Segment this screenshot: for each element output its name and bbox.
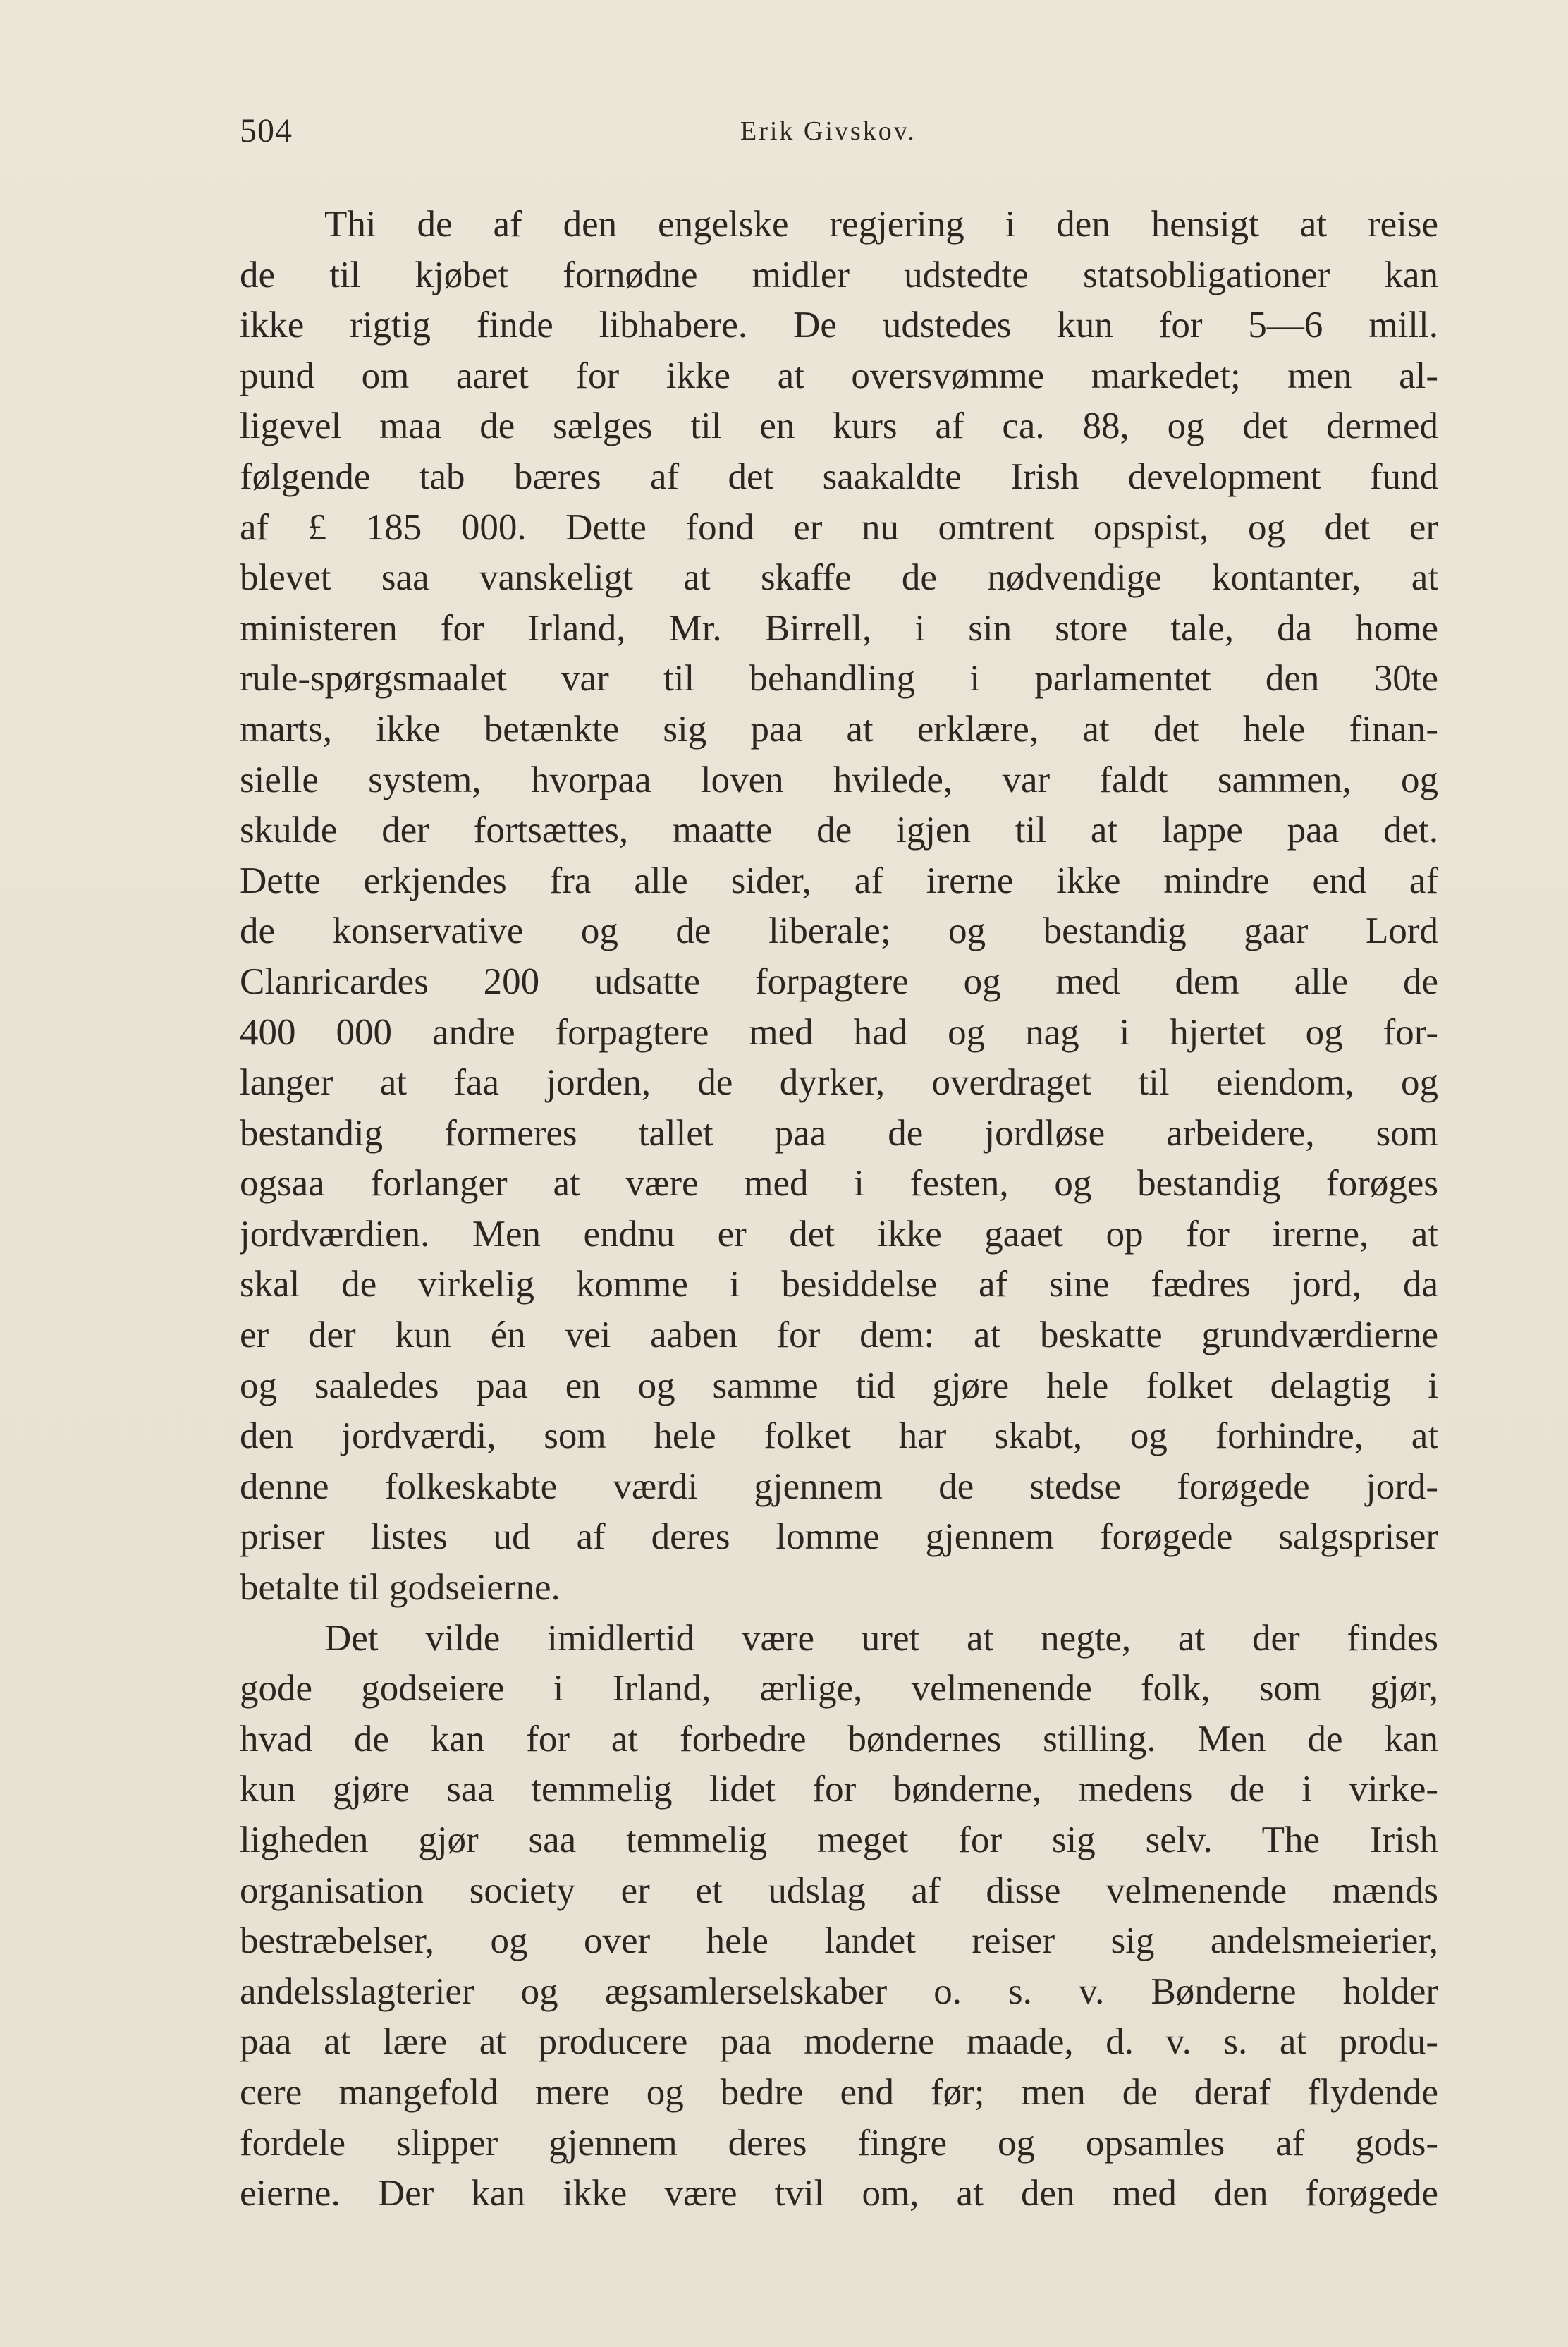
text-line: hvad de kan for at forbedre bøndernes stilling. Men de kan: [240, 1718, 1438, 1760]
text-line: af £ 185 000. Dette fond er nu omtrent opspist, og det er: [240, 506, 1438, 548]
page-header: [240, 111, 1438, 154]
text-line: blevet saa vanskeligt at skaffe de nødvendige kontanter, at: [240, 557, 1438, 599]
text-line: skulde der fortsættes, maatte de igjen til at lappe paa det.: [240, 810, 1438, 851]
text-line: cere mangefold mere og bedre end før; men de deraf flydende: [240, 2071, 1438, 2113]
text-line: Thi de af den engelske regjering i den hensigt at reise: [324, 204, 1438, 245]
text-line: paa at lære at producere paa moderne maade, d. v. s. at produ-: [240, 2021, 1438, 2063]
text-line: og saaledes paa en og samme tid gjøre hele folket delagtig i: [240, 1365, 1438, 1406]
text-line: bestræbelser, og over hele landet reiser sig andelsmeierier,: [240, 1920, 1438, 1962]
text-line: 400 000 andre forpagtere med had og nag i hjertet og for-: [240, 1011, 1438, 1053]
text-line: gode godseiere i Irland, ærlige, velmenende folk, som gjør,: [240, 1668, 1438, 1709]
text-line: de til kjøbet fornødne midler udstedte statsobligationer kan: [240, 254, 1438, 295]
text-line: Clanricardes 200 udsatte forpagtere og med dem alle de: [240, 961, 1438, 1002]
text-line: marts, ikke betænkte sig paa at erklære, at det hele finan-: [240, 708, 1438, 750]
text-line: andelsslagterier og ægsamlerselskaber o. s. v. Bønderne holder: [240, 1970, 1438, 2012]
text-line: ogsaa forlanger at være med i festen, og bestandig forøges: [240, 1163, 1438, 1205]
text-line: rule-spørgsmaalet var til behandling i parlamentet den 30te: [240, 658, 1438, 700]
running-head: Erik Givskov.: [740, 116, 917, 146]
page-number: 504: [240, 112, 293, 150]
text-line: pund om aaret for ikke at oversvømme markedet; men al-: [240, 355, 1438, 396]
text-line: organisation society er et udslag af disse velmenende mænds: [240, 1870, 1438, 1911]
text-line: jordværdien. Men endnu er det ikke gaaet op for irerne, at: [240, 1213, 1438, 1255]
text-line: Dette erkjendes fra alle sider, af irerne ikke mindre end af: [240, 860, 1438, 901]
text-line: bestandig formeres tallet paa de jordløse arbeidere, som: [240, 1112, 1438, 1154]
text-line: ikke rigtig finde libhabere. De udstedes kun for 5—6 mill.: [240, 305, 1438, 346]
text-line: betalte til godseierne.: [240, 1567, 561, 1609]
text-line: eierne. Der kan ikke være tvil om, at den med den forøgede: [240, 2173, 1438, 2214]
text-line: ministeren for Irland, Mr. Birrell, i sin store tale, da home: [240, 607, 1438, 649]
text-line: følgende tab bæres af det saakaldte Irish development fund: [240, 456, 1438, 497]
text-line: er der kun én vei aaben for dem: at beskatte grundværdierne: [240, 1315, 1438, 1356]
text-line: kun gjøre saa temmelig lidet for bønderne, medens de i virke-: [240, 1769, 1438, 1810]
text-line: langer at faa jorden, de dyrker, overdraget til eiendom, og: [240, 1062, 1438, 1104]
text-line: den jordværdi, som hele folket har skabt, og forhindre, at: [240, 1415, 1438, 1457]
text-line: ligevel maa de sælges til en kurs af ca. 88, og det dermed: [240, 406, 1438, 447]
text-line: ligheden gjør saa temmelig meget for sig selv. The Irish: [240, 1819, 1438, 1860]
text-line: skal de virkelig komme i besiddelse af sine fædres jord, da: [240, 1264, 1438, 1305]
text-line: fordele slipper gjennem deres fingre og opsamles af gods-: [240, 2122, 1438, 2164]
text-line: Det vilde imidlertid være uret at negte, at der findes: [324, 1617, 1438, 1659]
text-line: priser listes ud af deres lomme gjennem forøgede salgspriser: [240, 1516, 1438, 1558]
text-line: de konservative og de liberale; og bestandig gaar Lord: [240, 910, 1438, 952]
text-line: sielle system, hvorpaa loven hvilede, var faldt sammen, og: [240, 759, 1438, 800]
body-text: [240, 200, 1438, 2219]
text-line: denne folkeskabte værdi gjennem de stedse forøgede jord-: [240, 1465, 1438, 1507]
